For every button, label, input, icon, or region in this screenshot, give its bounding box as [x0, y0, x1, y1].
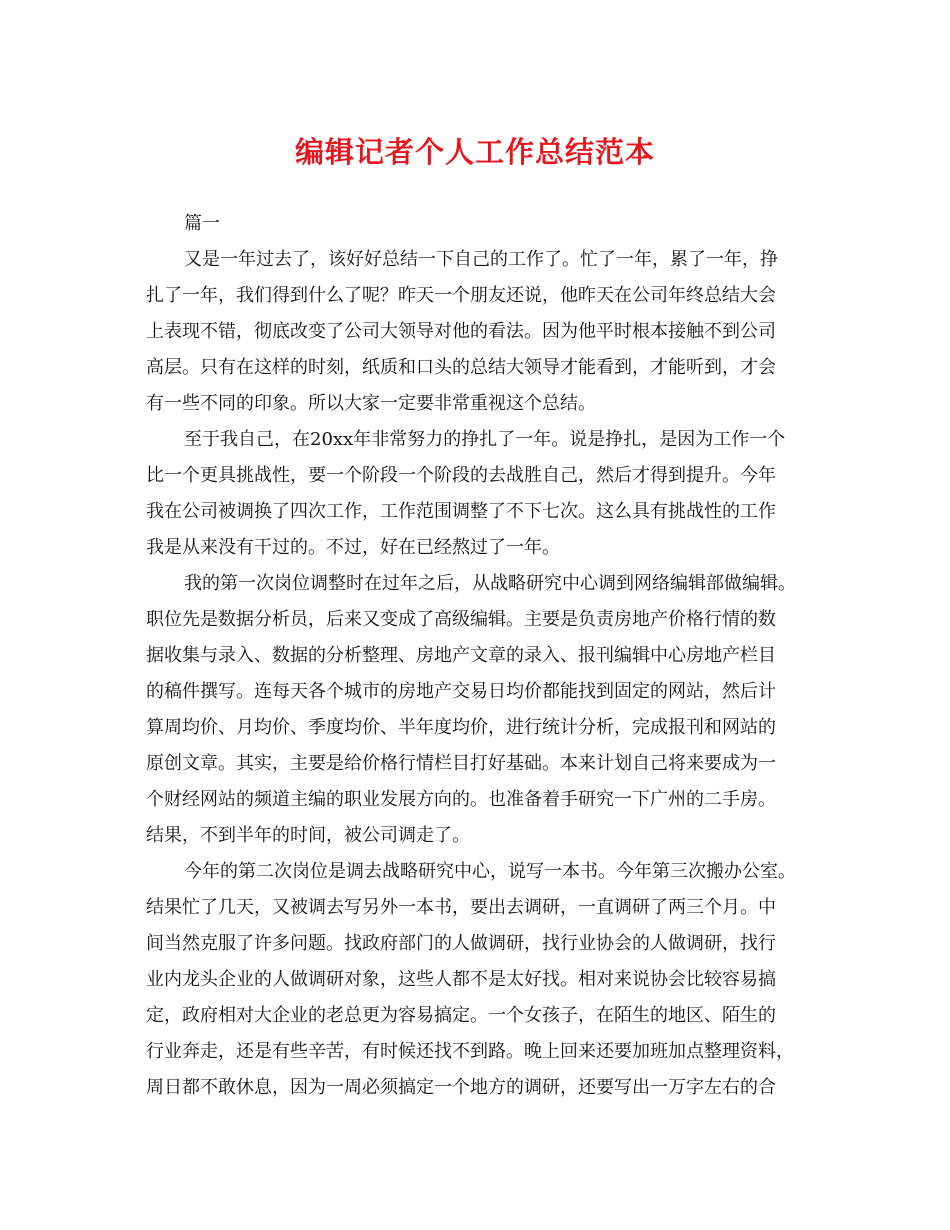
- body-line: 的稿件撰写。连每天各个城市的房地产交易日均价都能找到固定的网站，然后计: [146, 681, 776, 702]
- body-line: 比一个更具挑战性，要一个阶段一个阶段的去战胜自己，然后才得到提升。今年: [146, 465, 776, 486]
- body-line: 我是从来没有干过的。不过，好在已经熬过了一年。: [146, 537, 560, 558]
- body-line: 间当然克服了许多问题。找政府部门的人做调研，找行业协会的人做调研，找行: [146, 933, 776, 954]
- body-line: 原创文章。其实，主要是给价格行情栏目打好基础。本来计划自己将来要成为一: [146, 753, 776, 774]
- body-line: 职位先是数据分析员，后来又变成了高级编辑。主要是负责房地产价格行情的数: [146, 609, 776, 630]
- body-line: 高层。只有在这样的时刻，纸质和口头的总结大领导才能看到，才能听到，才会: [146, 357, 776, 378]
- document-body: [146, 206, 806, 1106]
- body-line: 上表现不错，彻底改变了公司大领导对他的看法。因为他平时根本接触不到公司: [146, 321, 776, 342]
- body-line: 定，政府相对大企业的老总更为容易搞定。一个女孩子，在陌生的地区、陌生的: [146, 1005, 776, 1026]
- document-title: 编辑记者个人工作总结范本: [294, 135, 655, 169]
- body-line: 我的第一次岗位调整时在过年之后，从战略研究中心调到网络编辑部做编辑。: [184, 573, 796, 594]
- body-line: 有一些不同的印象。所以大家一定要非常重视这个总结。: [146, 393, 596, 414]
- body-line: 扎了一年，我们得到什么了呢？昨天一个朋友还说，他昨天在公司年终总结大会: [146, 285, 776, 306]
- body-line: 今年的第二次岗位是调去战略研究中心，说写一本书。今年第三次搬办公室。: [184, 861, 796, 882]
- body-line: 算周均价、月均价、季度均价、半年度均价，进行统计分析，完成报刊和网站的: [146, 717, 776, 738]
- body-line: 结果忙了几天，又被调去写另外一本书，要出去调研，一直调研了两三个月。中: [146, 897, 776, 918]
- body-line: 个财经网站的频道主编的职业发展方向的。也准备着手研究一下广州的二手房。: [146, 789, 776, 810]
- body-line: 周日都不敢休息，因为一周必须搞定一个地方的调研，还要写出一万字左右的合: [146, 1077, 776, 1098]
- body-line: 我在公司被调换了四次工作，工作范围调整了不下七次。这么具有挑战性的工作: [146, 501, 776, 522]
- body-line: 至于我自己，在20xx年非常努力的挣扎了一年。说是挣扎，是因为工作一个: [184, 429, 786, 450]
- body-line: 据收集与录入、数据的分析整理、房地产文章的录入、报刊编辑中心房地产栏目: [146, 645, 776, 666]
- body-line: 又是一年过去了，该好好总结一下自己的工作了。忙了一年，累了一年，挣: [184, 249, 778, 270]
- body-line: 业内龙头企业的人做调研对象，这些人都不是太好找。相对来说协会比较容易搞: [146, 969, 776, 990]
- body-line: 篇一: [184, 213, 220, 234]
- body-line: 结果，不到半年的时间，被公司调走了。: [146, 825, 470, 846]
- body-line: 行业奔走，还是有些辛苦，有时候还找不到路。晚上回来还要加班加点整理资料，: [146, 1041, 794, 1062]
